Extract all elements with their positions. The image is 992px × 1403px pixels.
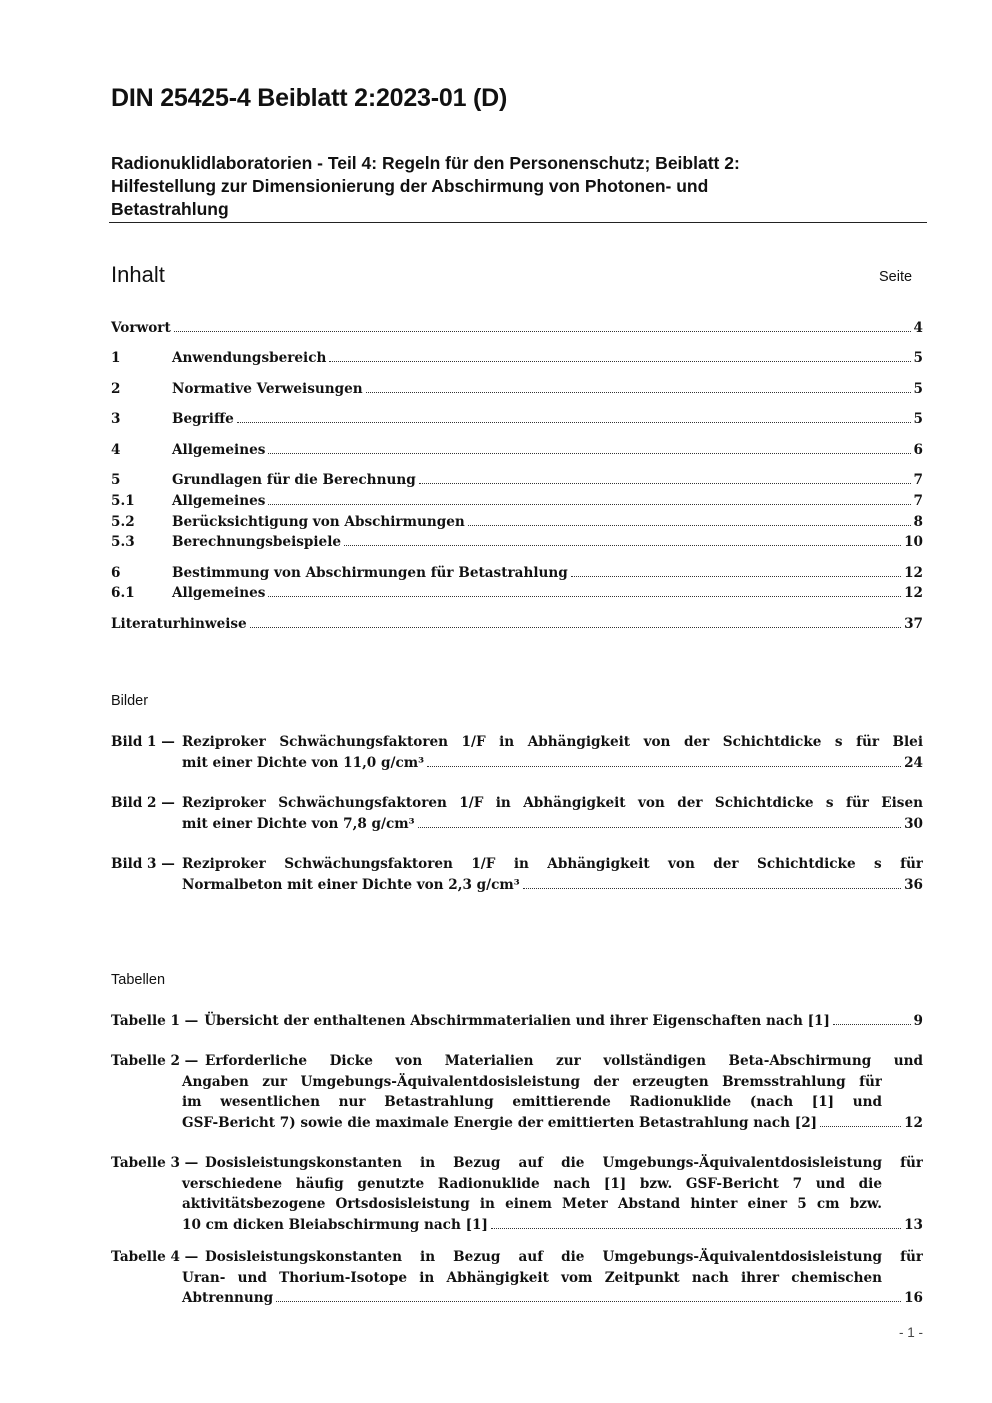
- figure-caption-line: mit einer Dichte von 7,8 g/cm³: [182, 815, 415, 832]
- toc-entry-title: Normative Verweisungen: [172, 381, 363, 397]
- table-caption-line: Abtrennung: [182, 1290, 274, 1306]
- toc-leader: [237, 422, 911, 423]
- toc-entry-page: 10: [904, 534, 923, 550]
- table-entry-1[interactable]: [111, 1011, 923, 1032]
- toc-leader: [276, 1301, 901, 1302]
- table-caption-line: Dosisleistungskonstanten in Bezug auf die Umgebungs-Äquivalentdosisleistung für: [205, 1155, 923, 1171]
- table-page: 16: [904, 1290, 923, 1306]
- toc-leader: [174, 331, 911, 332]
- table-caption-line: Erforderliche Dicke von Materialien zur vollständigen Beta-Abschirmung und: [205, 1053, 923, 1069]
- table-entry-3[interactable]: [111, 1153, 923, 1235]
- toc-entry-page: 37: [904, 616, 923, 632]
- toc-entry-number: 2: [111, 381, 121, 397]
- table-caption-line: Uran- und Thorium-Isotope in Abhängigkeit vom Zeitpunkt nach ihrer chemischen: [182, 1269, 882, 1286]
- tables-heading: Tabellen: [111, 972, 166, 988]
- toc-entry-4[interactable]: [111, 442, 923, 462]
- toc-entry-page: 6: [913, 442, 923, 458]
- toc-leader: [268, 596, 901, 597]
- table-label: Tabelle 3 —: [111, 1155, 199, 1171]
- toc-entry-6-1[interactable]: [111, 585, 923, 605]
- contents-heading: Inhalt: [111, 262, 165, 287]
- table-label: Tabelle 4 —: [111, 1249, 199, 1265]
- table-page: 9: [913, 1013, 923, 1029]
- table-entry-2[interactable]: [111, 1051, 923, 1133]
- figure-page: 36: [904, 876, 923, 893]
- figure-page: 30: [904, 815, 923, 832]
- title-divider: [109, 222, 927, 223]
- table-caption-line: Angaben zur Umgebungs-Äquivalentdosisleistung der erzeugten Bremsstrahlung für: [182, 1073, 882, 1090]
- table-caption-line: im wesentlichen nur Betastrahlung emittierende Radionuklide (nach [1] und: [182, 1094, 882, 1110]
- toc-leader: [268, 453, 910, 454]
- figure-label: Bild 3 —: [111, 856, 175, 872]
- toc-leader: [468, 525, 911, 526]
- toc-entry-page: 4: [913, 320, 923, 336]
- toc-entry-6[interactable]: [111, 565, 923, 585]
- toc-entry-number: 5.1: [111, 493, 135, 509]
- toc-entry-literaturhinweise[interactable]: [111, 616, 923, 636]
- toc-entry-page: 8: [913, 514, 923, 530]
- toc-leader: [250, 627, 901, 628]
- figures-heading: Bilder: [111, 693, 149, 709]
- figure-caption-line: Reziproker Schwächungsfaktoren 1/F in Abhängigkeit von der Schichtdicke s für: [182, 856, 923, 872]
- toc-entry-page: 5: [913, 381, 923, 397]
- toc-entry-number: 5.3: [111, 534, 135, 550]
- table-caption-line: 10 cm dicken Bleiabschirmung nach [1]: [182, 1216, 488, 1233]
- subtitle-line: Radionuklidlaboratorien - Teil 4: Regeln für den Personenschutz; Beiblatt 2:: [111, 153, 740, 173]
- toc-leader: [427, 766, 901, 767]
- toc-entry-title: Grundlagen für die Berechnung: [172, 472, 416, 488]
- toc-leader: [571, 576, 901, 577]
- toc-entry-title: Berechnungsbeispiele: [172, 534, 342, 550]
- page-number: - 1 -: [899, 1325, 924, 1340]
- figure-entry-3[interactable]: [111, 854, 923, 895]
- toc-entry-page: 12: [904, 565, 923, 581]
- table-label: Tabelle 1 —: [111, 1013, 199, 1029]
- toc-entry-vorwort[interactable]: [111, 320, 923, 340]
- subtitle-line: Betastrahlung: [111, 199, 229, 219]
- toc-entry-number: 3: [111, 411, 121, 427]
- toc-entry-title: Allgemeines: [172, 442, 266, 458]
- table-caption-line: Übersicht der enthaltenen Abschirmmaterialien und ihrer Eigenschaften nach [1]: [204, 1013, 830, 1029]
- toc-entry-5[interactable]: [111, 472, 923, 492]
- toc-entry-5-2[interactable]: [111, 514, 923, 534]
- toc-leader: [820, 1126, 901, 1127]
- table-caption-line: Dosisleistungskonstanten in Bezug auf die Umgebungs-Äquivalentdosisleistung für: [205, 1249, 923, 1265]
- figure-label: Bild 2 —: [111, 795, 175, 811]
- toc-entry-number: 6.1: [111, 585, 135, 601]
- toc-entry-title: Literaturhinweise: [111, 616, 247, 632]
- toc-entry-title: Bestimmung von Abschirmungen für Betastrahlung: [172, 565, 568, 581]
- table-caption-line: aktivitätsbezogene Ortsdosisleistung in einem Meter Abstand hinter einer 5 cm bzw.: [182, 1196, 882, 1212]
- toc-entry-3[interactable]: [111, 411, 923, 431]
- toc-entry-2[interactable]: [111, 381, 923, 401]
- figure-label: Bild 1 —: [111, 734, 175, 750]
- toc-entry-title: Vorwort: [111, 320, 171, 336]
- table-entry-4[interactable]: [111, 1247, 923, 1309]
- toc-entry-title: Allgemeines: [172, 493, 266, 509]
- toc-leader: [523, 888, 901, 889]
- toc-entry-title: Anwendungsbereich: [172, 350, 327, 366]
- table-caption-line: verschiedene häufig genutzte Radionuklide nach [1] bzw. GSF-Bericht 7 und die: [182, 1175, 882, 1192]
- toc-entry-number: 6: [111, 565, 121, 581]
- toc-entry-page: 5: [913, 411, 923, 427]
- table-label: Tabelle 2 —: [111, 1053, 199, 1069]
- toc-leader: [418, 827, 901, 828]
- toc-entry-number: 5.2: [111, 514, 135, 530]
- toc-leader: [491, 1228, 901, 1229]
- toc-entry-1[interactable]: [111, 350, 923, 370]
- toc-entry-page: 5: [913, 350, 923, 366]
- toc-entry-number: 1: [111, 350, 121, 366]
- toc-entry-page: 7: [913, 472, 923, 488]
- toc-entry-number: 5: [111, 472, 121, 488]
- figure-page: 24: [904, 754, 923, 771]
- toc-leader: [419, 483, 911, 484]
- toc-leader: [329, 361, 910, 362]
- toc-entry-title: Berücksichtigung von Abschirmungen: [172, 514, 465, 530]
- subtitle-line: Hilfestellung zur Dimensionierung der Abschirmung von Photonen- und: [111, 176, 709, 196]
- table-page: 12: [904, 1114, 923, 1131]
- toc-leader: [366, 392, 911, 393]
- toc-entry-title: Allgemeines: [172, 585, 266, 601]
- toc-entry-page: 12: [904, 585, 923, 601]
- figure-entry-1[interactable]: [111, 732, 923, 773]
- table-caption-line: GSF-Bericht 7) sowie die maximale Energie der emittierten Betastrahlung nach [2]: [182, 1114, 818, 1131]
- figure-entry-2[interactable]: [111, 793, 923, 834]
- toc-entry-number: 4: [111, 442, 121, 458]
- toc-entry-5-3[interactable]: [111, 534, 923, 554]
- figure-caption-line: Normalbeton mit einer Dichte von 2,3 g/cm³: [182, 876, 520, 893]
- toc-entry-title: Begriffe: [172, 411, 234, 427]
- document-title: DIN 25425-4 Beiblatt 2:2023-01 (D): [111, 84, 508, 112]
- figure-caption-line: Reziproker Schwächungsfaktoren 1/F in Abhängigkeit von der Schichtdicke s für Blei: [182, 734, 923, 750]
- document-subtitle: [111, 152, 911, 221]
- table-page: 13: [904, 1216, 923, 1233]
- toc-entry-5-1[interactable]: [111, 493, 923, 513]
- figure-caption-line: Reziproker Schwächungsfaktoren 1/F in Abhängigkeit von der Schichtdicke s für Eisen: [182, 795, 923, 811]
- page-column-label: Seite: [879, 269, 913, 285]
- toc-leader: [268, 504, 910, 505]
- toc-leader: [344, 545, 901, 546]
- toc-leader: [833, 1024, 911, 1025]
- toc-entry-page: 7: [913, 493, 923, 509]
- figure-caption-line: mit einer Dichte von 11,0 g/cm³: [182, 754, 425, 771]
